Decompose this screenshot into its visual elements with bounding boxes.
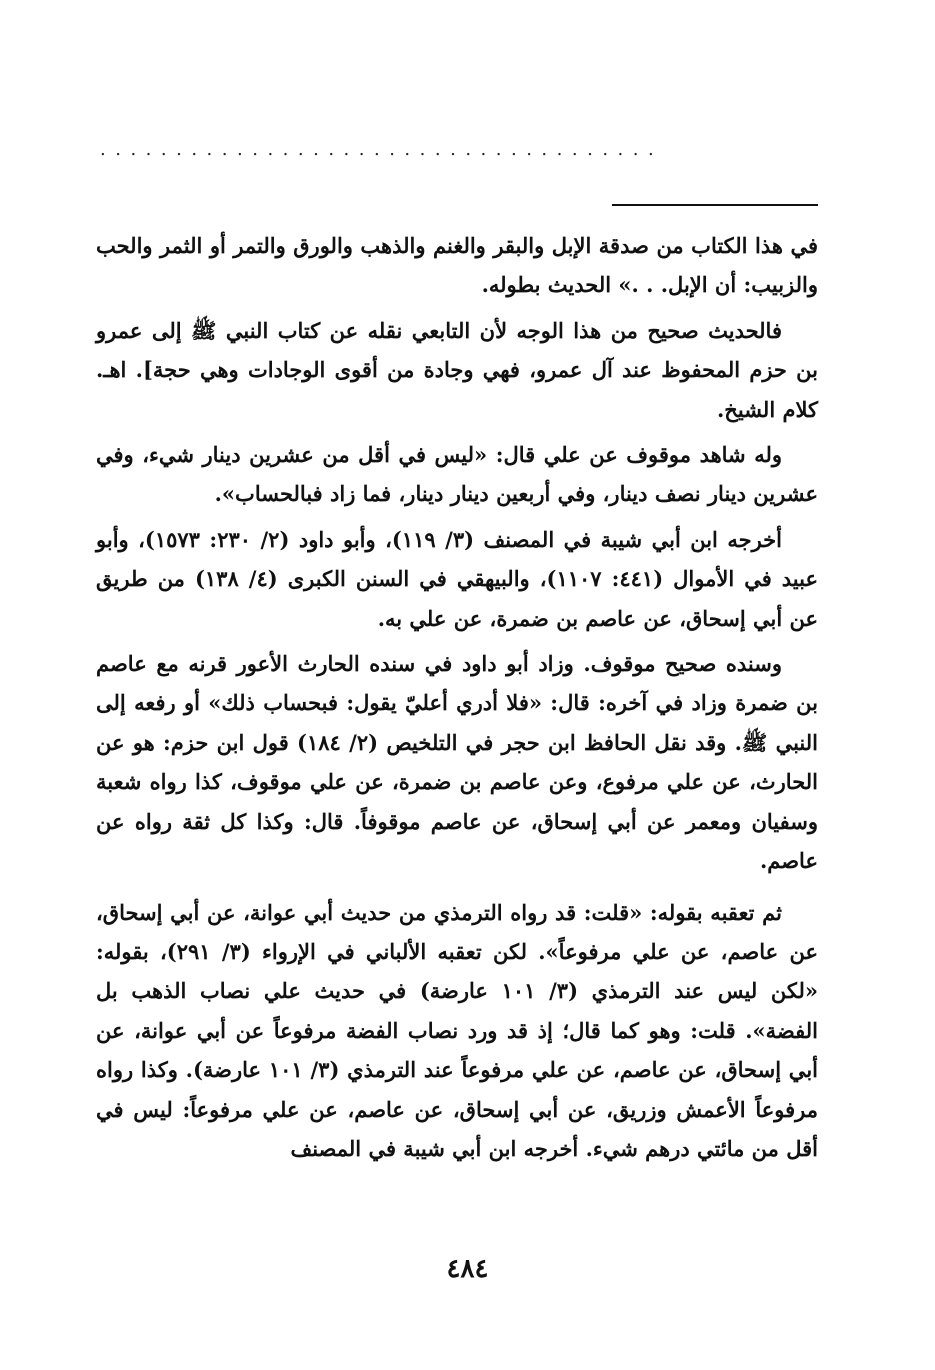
paragraph-mawquf-witness: وله شاهد موقوف عن علي قال: «ليس في أقل من عشرين دينار شيء، وفي عشرين دينار نصف دينار، وفي أربعين دينار دينار، فما زاد فبالحساب». (96, 442, 818, 507)
paragraph-hadith-grading: فالحديث صحيح من هذا الوجه لأن التابعي نقله عن كتاب النبي ﷺ إلى عمرو بن حزم المحفوظ عند آل عمرو، فهي وجادة من أقوى الوجادات وهي حجة]. اهـ. كلام الشيخ. (96, 317, 818, 422)
page-body (96, 226, 818, 1174)
header-dot-leader: ..................................... (100, 140, 664, 160)
paragraph-takhrij: أخرجه ابن أبي شيبة في المصنف (٣/ ١١٩)، وأبو داود (٢/ ٢٣٠: ١٥٧٣)، وأبو عبيد في الأموال (٤٤١: ١١٠٧)، والبيهقي في السنن الكبرى (٤/ ١٣٨) من طريق عن أبي إسحاق، عن عاصم بن ضمرة، عن علي به. (96, 526, 819, 631)
footnote-separator-rule (612, 204, 818, 206)
page-number: ٤٨٤ (446, 1254, 489, 1284)
paragraph-critique: ثم تعقبه بقوله: «قلت: قد رواه الترمذي من حديث أبي عوانة، عن أبي إسحاق، عن عاصم، عن علي مرفوعاً». لكن تعقبه الألباني في الإرواء (٣/ ٢٩١)، بقوله: «لكن ليس عند الترمذي (٣/ ١٠١ عارضة) في حديث علي نصاب الذهب بل الفضة». قلت: وهو كما قال؛ إذ قد ورد نصاب الفضة مرفوعاً عن أبي عوانة، عن أبي إسحاق، عن عاصم، عن علي مرفوعاً عند الترمذي (٣/ ١٠١ عارضة). وكذا رواه مرفوعاً الأعمش وزريق، عن أبي إسحاق، عن عاصم، عن علي مرفوعاً: ليس في أقل من مائتي درهم شيء. أخرجه ابن أبي شيبة في المصنف (96, 899, 818, 1161)
paragraph-isnad-discussion: وسنده صحيح موقوف. وزاد أبو داود في سنده الحارث الأعور قرنه مع عاصم بن ضمرة وزاد في آخره: قال: «فلا أدري أعليّ يقول: فبحساب ذلك» أو رفعه إلى النبي ﷺ. وقد نقل الحافظ ابن حجر في التلخيص (٢/ ١٨٤) قول ابن حزم: هو عن الحارث، عن علي مرفوع، وعن عاصم بن ضمرة، عن علي موقوف، كذا رواه شعبة وسفيان ومعمر عن أبي إسحاق، عن عاصم موقوفاً. قال: وكذا كل ثقة رواه عن عاصم. (96, 651, 819, 874)
paragraph-continuation: في هذا الكتاب من صدقة الإبل والبقر والغنم والذهب والورق والتمر أو الثمر والحب والزبيب: أن الإبل. . .» الحديث بطوله. (96, 233, 818, 298)
